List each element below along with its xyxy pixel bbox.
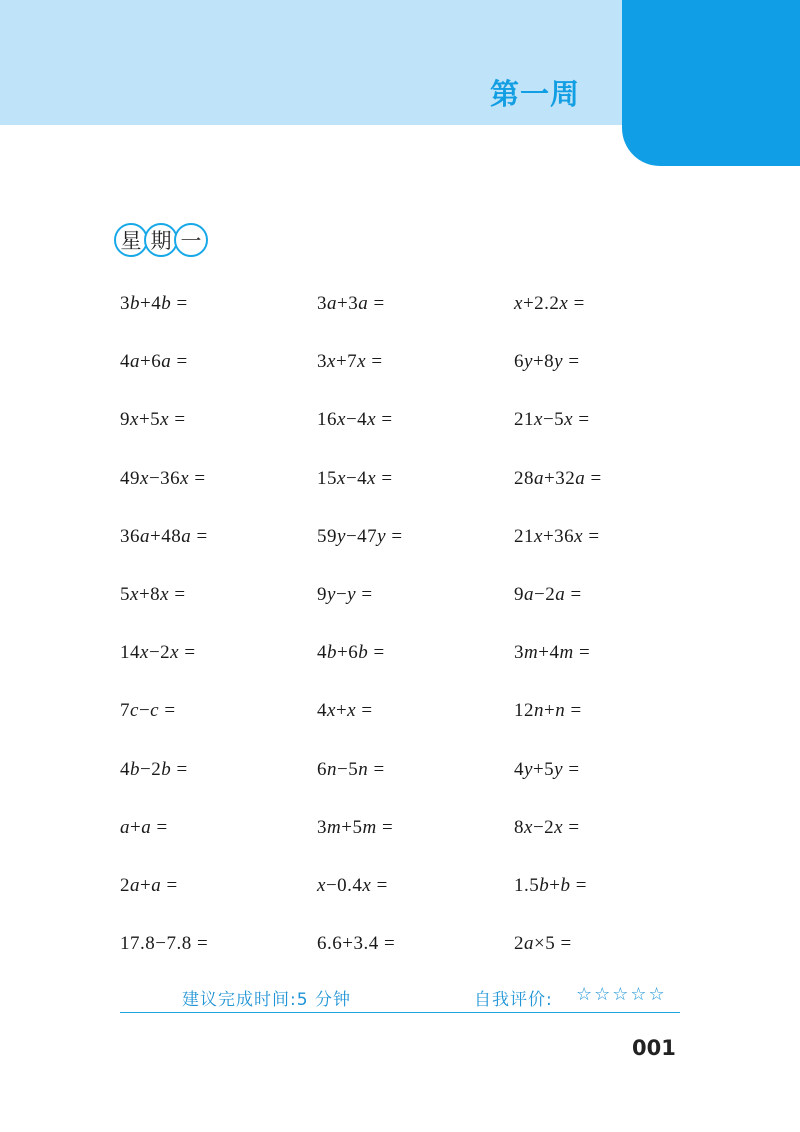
problem-expression: 1.5b+b = — [514, 874, 587, 896]
week-title: 第一周 — [489, 77, 580, 111]
problem-expression: 59y−47y = — [317, 525, 403, 547]
problem-expression: 6y+8y = — [514, 351, 580, 373]
problem-expression: 3a+3a = — [317, 293, 385, 315]
problem-expression: 4b+6b = — [317, 642, 385, 664]
problem-grid — [120, 275, 720, 973]
problem-expression: 8x−2x = — [514, 816, 580, 838]
problem-row — [120, 450, 720, 508]
problem-expression: 49x−36x = — [120, 467, 206, 489]
problem-expression: 6.6+3.4 = — [317, 933, 396, 955]
problem-expression: 28a+32a = — [514, 467, 602, 489]
problem-expression: 4y+5y = — [514, 758, 580, 780]
problem-row — [120, 857, 720, 915]
problem-row — [120, 682, 720, 740]
problem-expression: 14x−2x = — [120, 642, 196, 664]
star-rating[interactable]: ☆☆☆☆☆ — [576, 984, 667, 1005]
problem-expression: 9a−2a = — [514, 584, 582, 606]
problem-expression: 9x+5x = — [120, 409, 186, 431]
problem-expression: 21x−5x = — [514, 409, 590, 431]
problem-row — [120, 566, 720, 624]
problem-expression: 21x+36x = — [514, 525, 600, 547]
problem-expression: 15x−4x = — [317, 467, 393, 489]
problem-expression: 2a×5 = — [514, 933, 572, 955]
suggested-time-label: 建议完成时间:5 分钟 — [182, 990, 351, 1010]
page-number: 001 — [632, 1036, 676, 1060]
day-badge-char: 一 — [174, 223, 208, 257]
problem-expression: 3m+5m = — [317, 816, 394, 838]
problem-expression: 16x−4x = — [317, 409, 393, 431]
problem-expression: x+2.2x = — [514, 293, 585, 315]
problem-row — [120, 275, 720, 333]
corner-tab — [622, 0, 800, 166]
problem-expression: 6n−5n = — [317, 758, 385, 780]
problem-expression: 36a+48a = — [120, 525, 208, 547]
problem-row — [120, 799, 720, 857]
problem-expression: 7c−c = — [120, 700, 176, 722]
problem-row — [120, 333, 720, 391]
problem-row — [120, 915, 720, 973]
problem-expression: 17.8−7.8 = — [120, 933, 209, 955]
problem-expression: 4x+x = — [317, 700, 373, 722]
problem-row — [120, 624, 720, 682]
problem-expression: a+a = — [120, 816, 168, 838]
self-evaluation-label: 自我评价: — [474, 990, 553, 1010]
problem-expression: 4a+6a = — [120, 351, 188, 373]
day-badge-char: 期 — [144, 223, 178, 257]
problem-expression: 12n+n = — [514, 700, 582, 722]
problem-expression: x−0.4x = — [317, 874, 388, 896]
problem-row — [120, 741, 720, 799]
problem-expression: 9y−y = — [317, 584, 373, 606]
day-badge — [114, 221, 204, 259]
problem-row — [120, 508, 720, 566]
problem-expression: 3m+4m = — [514, 642, 591, 664]
problem-expression: 5x+8x = — [120, 584, 186, 606]
day-badge-char: 星 — [114, 223, 148, 257]
problem-expression: 2a+a = — [120, 874, 178, 896]
problem-row — [120, 391, 720, 449]
problem-expression: 3x+7x = — [317, 351, 383, 373]
footer — [120, 982, 680, 1013]
problem-expression: 4b−2b = — [120, 758, 188, 780]
problem-expression: 3b+4b = — [120, 293, 188, 315]
